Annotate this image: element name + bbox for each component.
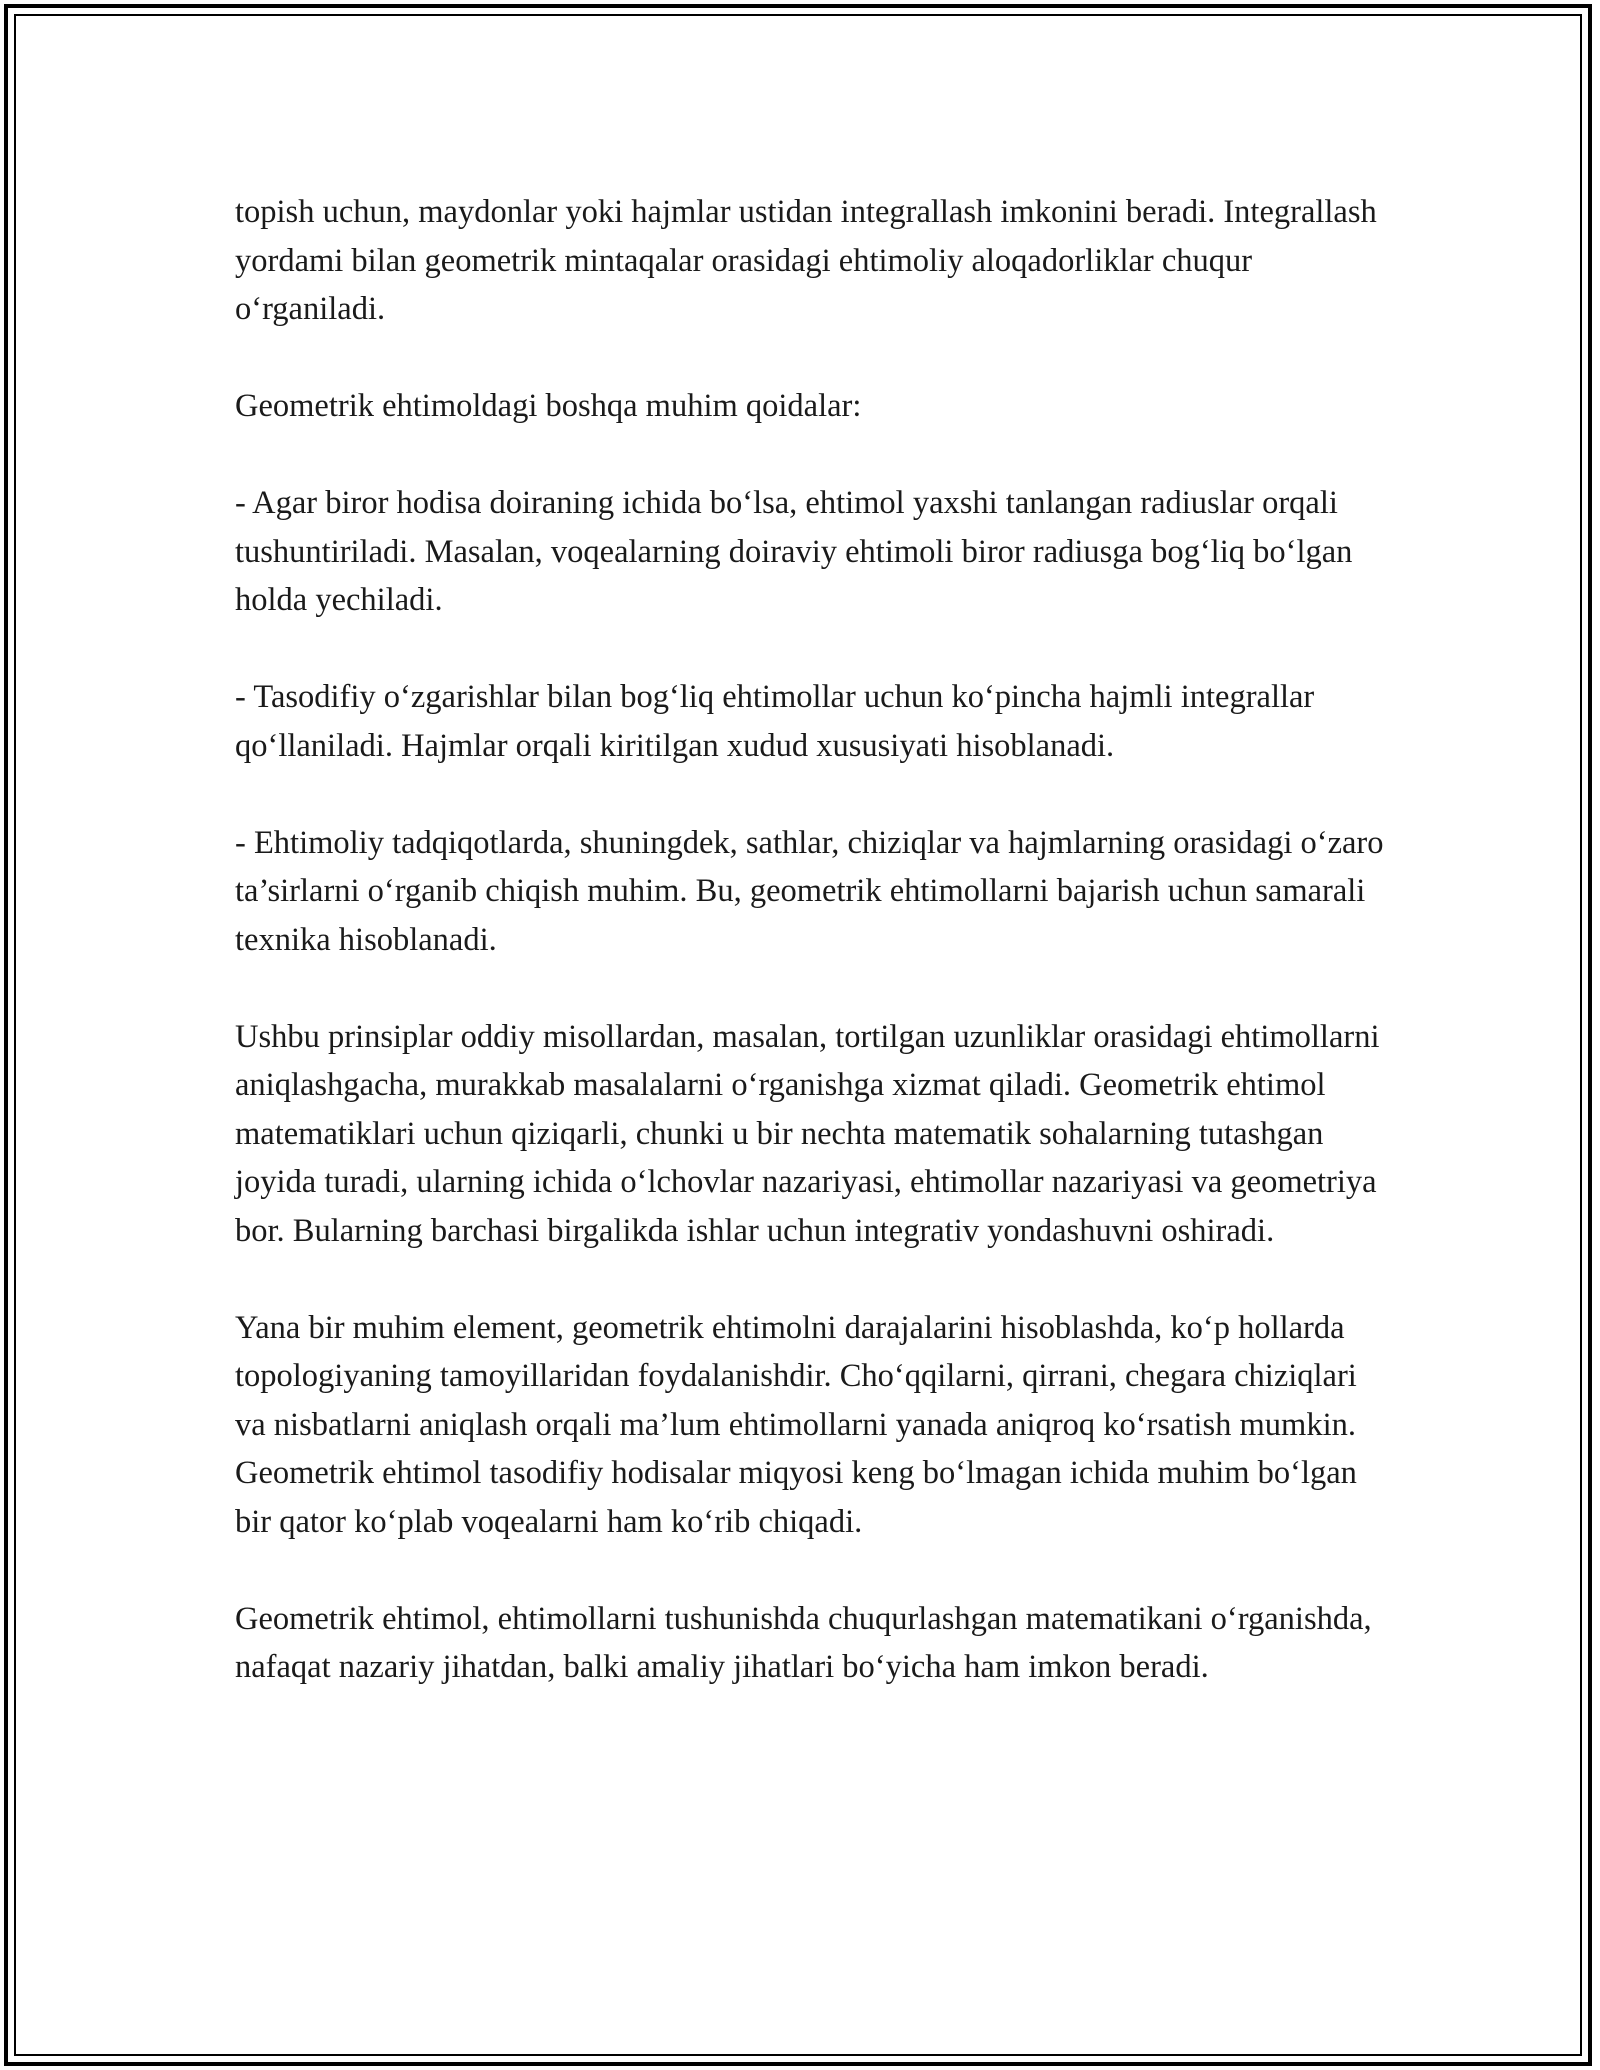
paragraph-rules-heading: Geometrik ehtimoldagi boshqa muhim qoidalar:: [235, 388, 862, 424]
paragraph-integration-continuation: topish uchun, maydonlar yoki hajmlar ustidan integrallash imkonini beradi. Integrallash yordami bilan geometrik mintaqalar orasidagi ehtimoliy aloqadorliklar chuqur o‘rganiladi.: [235, 194, 1377, 327]
paragraph-principles: Ushbu prinsiplar oddiy misollardan, masalan, tortilgan uzunliklar orasidagi ehtimollarni aniqlashgacha, murakkab masalalarni o‘rganishga xizmat qiladi. Geometrik ehtimol matematiklari uchun qiziqarli, chunki u bir nechta matematik sohalarning tutashgan joyida turadi, ularning ichida o‘lchovlar nazariyasi, ehtimollar nazariyasi va geometriya bor. Bularning barchasi birgalikda ishlar uchun integrativ yondashuvni oshiradi.: [235, 1018, 1380, 1249]
paragraph-rule-circle: - Agar biror hodisa doiraning ichida bo‘lsa, ehtimol yaxshi tanlangan radiuslar orqali tushuntiriladi. Masalan, voqealarning doiraviy ehtimoli biror radiusga bog‘liq bo‘lgan holda yechiladi.: [235, 485, 1353, 618]
paragraph-topology: Yana bir muhim element, geometrik ehtimolni darajalarini hisoblashda, ko‘p hollarda topologiyaning tamoyillaridan foydalanishdir. Cho‘qqilarni, qirrani, chegara chiziqlari va nisbatlarni aniqlash orqali ma’lum ehtimollarni yanada aniqroq ko‘rsatish mumkin. Geometrik ehtimol tasodifiy hodisalar miqyosi keng bo‘lmagan ichida muhim bo‘lgan bir qator ko‘plab voqealarni ham ko‘rib chiqadi.: [235, 1309, 1357, 1540]
document-body: [235, 188, 1385, 1692]
paragraph-rule-interactions: - Ehtimoliy tadqiqotlarda, shuningdek, sathlar, chiziqlar va hajmlarning orasidagi o‘zaro ta’sirlarni o‘rganib chiqish muhim. Bu, geometrik ehtimollarni bajarish uchun samarali texnika hisoblanadi.: [235, 824, 1384, 958]
paragraph-conclusion: Geometrik ehtimol, ehtimollarni tushunishda chuqurlashgan matematikani o‘rganishda, nafaqat nazariy jihatdan, balki amaliy jihatlari bo‘yicha ham imkon beradi.: [235, 1600, 1372, 1685]
paragraph-rule-volume: - Tasodifiy o‘zgarishlar bilan bog‘liq ehtimollar uchun ko‘pincha hajmli integrallar qo‘llaniladi. Hajmlar orqali kiritilgan xudud xususiyati hisoblanadi.: [235, 679, 1315, 764]
